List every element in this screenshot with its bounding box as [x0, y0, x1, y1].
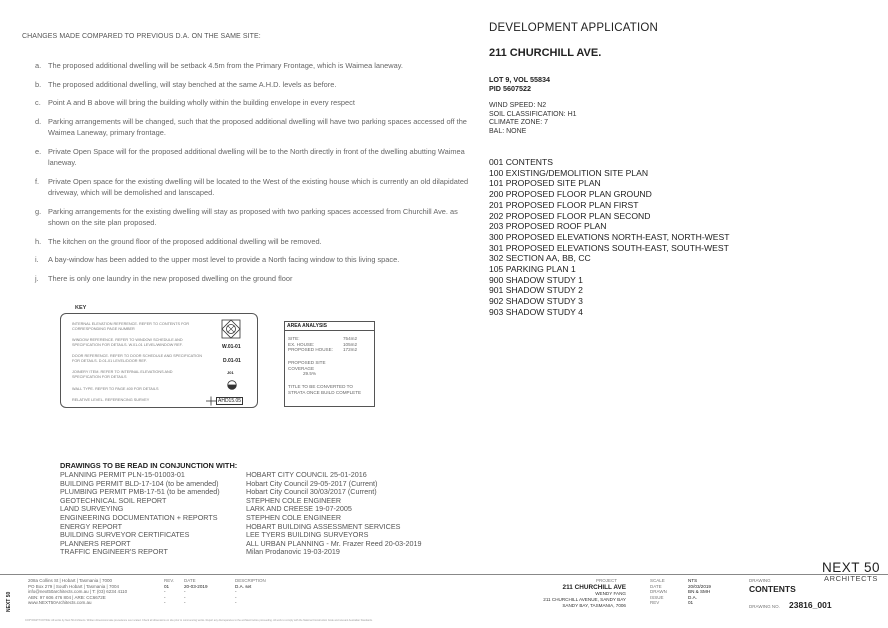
drawing-list-item: 105 PARKING PLAN 1: [489, 264, 576, 275]
change-letter: c.: [35, 98, 41, 107]
date-value: -: [184, 600, 186, 605]
meta-labels: [650, 578, 667, 606]
office-details: [28, 578, 127, 606]
meta-value: 01: [688, 600, 694, 605]
area-row: [288, 347, 372, 353]
project-label: PROJECT: [596, 578, 618, 583]
drawing-list-item: 902 SHADOW STUDY 3: [489, 296, 583, 307]
drawing-list-item: 903 SHADOW STUDY 4: [489, 306, 583, 317]
meta-label: DRAWN: [650, 589, 667, 594]
drawing-list-item: 201 PROPOSED FLOOR PLAN FIRST: [489, 199, 639, 210]
change-letter: f.: [35, 177, 40, 186]
read-with-heading: DRAWINGS TO BE READ IN CONJUNCTION WITH:: [60, 461, 238, 470]
document-ref: PLANNERS REPORT: [60, 538, 131, 548]
lot-number: LOT 9, VOL 55834: [489, 75, 550, 84]
rev-value: -: [164, 594, 166, 600]
change-item: [35, 97, 470, 108]
change-text: Parking arrangements for the existing dwelling will stay as proposed with two parking spaces accessed from Churchill Ave. as shown on the site plan proposed.: [48, 207, 458, 227]
change-text: Private Open Space will for the proposed additional dwelling will be to the North directly in front of the dwelling abutting Waimea laneway.: [48, 147, 465, 167]
document-ref: PLUMBING PERMIT PMB-17-51 (to be amended): [60, 487, 220, 497]
change-item: [35, 60, 470, 71]
area-value: 754m2: [343, 336, 358, 341]
meta-value: BN & SMH: [688, 589, 711, 594]
meta-label: DATE: [650, 583, 662, 589]
change-text: There is only one laundry in the new proposed dwelling on the ground floor: [48, 274, 293, 283]
area-value: 172m2: [343, 347, 358, 352]
site-coverage-label: PROPOSED SITE COVERAGE: [288, 360, 326, 371]
description-column: [235, 578, 266, 606]
date-label: DATE: [184, 578, 196, 583]
drawing-number: 23816_001: [789, 600, 832, 610]
office-line: 208a Collins St | Hobart | Tasmania | 7000: [28, 578, 112, 583]
document-ref: BUILDING PERMIT BLD-17-104 (to be amended): [60, 478, 219, 488]
area-divider: [285, 330, 374, 331]
brand-subtitle: ARCHITECTS: [824, 574, 878, 583]
meta-value: D.A.: [688, 594, 697, 600]
change-item: [35, 116, 470, 138]
change-item: [35, 273, 470, 284]
meta-label: ISSUE: [650, 594, 664, 600]
project-line: WENDY FANG: [595, 591, 626, 596]
pid-number: PID 5607522: [489, 84, 531, 93]
drawing-list-item: 900 SHADOW STUDY 1: [489, 274, 583, 285]
document-title: DEVELOPMENT APPLICATION: [489, 22, 659, 34]
rev-value: -: [164, 589, 166, 594]
project-line: SANDY BAY, TASMANIA, 7006: [562, 603, 626, 608]
revision-column: [164, 578, 174, 606]
strata-note: TITLE TO BE CONVERTED TO STRATA ONCE BUILD COMPLETE: [288, 384, 362, 395]
changes-heading: CHANGES MADE COMPARED TO PREVIOUS D.A. ON THE SAME SITE:: [22, 33, 261, 40]
rev-value: -: [164, 600, 166, 605]
drawing-list-item: 202 PROPOSED FLOOR PLAN SECOND: [489, 210, 651, 221]
drawing-list-item: 203 PROPOSED ROOF PLAN: [489, 221, 607, 232]
project-line: 211 CHURCHILL AVENUE, SANDY BAY: [543, 597, 626, 602]
area-label: PROPOSED HOUSE:: [288, 347, 333, 352]
read-with-sources: [246, 471, 422, 557]
change-item: [35, 254, 470, 265]
read-with-documents: [60, 471, 220, 557]
site-conditions: [489, 102, 577, 136]
drawing-label: DRAWING: [749, 578, 771, 583]
rev-value: 01: [164, 583, 170, 589]
change-text: Parking arrangements will be changed, such that the proposed additional dwelling will have two parking spaces accessed off the Waimea Laneway, primary frontage.: [48, 117, 467, 137]
change-letter: b.: [35, 80, 42, 89]
change-text: Private Open space for the existing dwelling will be located to the West of the existing house which is currently an old dilapidated driveway, which will be demolished and lanscaped.: [48, 177, 469, 197]
change-item: [35, 206, 470, 228]
description-value: -: [235, 600, 237, 605]
drawing-list-item: 101 PROPOSED SITE PLAN: [489, 178, 601, 189]
drawing-list-item: 300 PROPOSED ELEVATIONS NORTH-EAST, NORTH-WEST: [489, 231, 730, 242]
meta-label: SCALE: [650, 578, 665, 583]
vertical-logo: NEXT 50: [6, 591, 12, 612]
drawing-number-label: DRAWING NO.: [749, 604, 780, 609]
document-ref: TRAFFIC ENGINEER'S REPORT: [60, 547, 168, 557]
meta-value: 20/03/2019: [688, 583, 711, 589]
document-ref: GEOTECHNICAL SOIL REPORT: [60, 495, 167, 505]
condition-line: CLIMATE ZONE: 7: [489, 119, 548, 126]
change-item: [35, 79, 470, 90]
rev-label: REV.: [164, 578, 175, 583]
change-text: The proposed additional dwelling, will stay benched at the same A.H.D. levels as before.: [48, 80, 337, 89]
door-ref-symbol: D.01-01: [223, 358, 241, 364]
key-row-text: RELATIVE LEVEL. REFERENCING SURVEY: [72, 398, 150, 402]
change-letter: h.: [35, 237, 42, 246]
document-source: Hobart City Council 30/03/2017 (Current): [246, 487, 377, 497]
condition-line: SOIL CLASSIFICATION: H1: [489, 110, 577, 118]
change-letter: i.: [35, 255, 39, 264]
document-ref: ENERGY REPORT: [60, 521, 123, 531]
office-line: info@next50architects.com.au | T: (03) 6234 4110: [28, 589, 128, 594]
change-text: A bay-window has been added to the upper most level to provide a North facing window to this living space.: [48, 255, 400, 264]
drawing-list-item: 302 SECTION AA, BB, CC: [489, 253, 591, 264]
document-ref: PLANNING PERMIT PLN-15-01003-01: [60, 470, 185, 479]
office-line: ABN: 97 606 476 804 | ARB: CC6672E: [28, 594, 106, 600]
area-value: 105m2: [343, 341, 358, 347]
document-source: STEPHEN COLE ENGINEER: [246, 495, 342, 505]
area-analysis-box: [284, 321, 375, 407]
condition-line: WIND SPEED: N2: [489, 102, 547, 109]
document-source: HOBART CITY COUNCIL 25-01-2016: [246, 470, 367, 479]
date-value: 20-03-2019: [184, 583, 208, 589]
change-item: [35, 176, 470, 198]
key-row-text: DOOR REFERENCE. REFER TO DOOR SCHEDULE AND SPECIFICATION FOR DETAILS. D.01-01 LEVEL/DOOR REF.: [72, 354, 202, 363]
project-address: 211 CHURCHILL AVE.: [489, 47, 602, 59]
project-name: 211 CHURCHILL AVE: [562, 584, 626, 591]
project-details: [480, 591, 626, 609]
document-source: ALL URBAN PLANNING - Mr. Frazer Reed 20-03-2019: [246, 538, 422, 548]
document-source: HOBART BUILDING ASSESSMENT SERVICES: [246, 521, 401, 531]
office-line: www.NEXT50Architects.com.au: [28, 600, 92, 605]
area-label: SITE:: [288, 336, 300, 341]
description-value: -: [235, 594, 237, 600]
date-column: [184, 578, 208, 606]
meta-values: [688, 578, 711, 606]
date-value: -: [184, 594, 186, 600]
meta-value: NTS: [688, 578, 698, 583]
change-text: Point A and B above will bring the building wholly within the building envelope in every respect: [48, 98, 355, 107]
date-value: -: [184, 589, 186, 594]
copyright-footer: COPYRIGHT NOTICE: All works by Next 50 Architects. Written dimensions take precedence over scaled. Check all dimensions on site prior to commencing works. Report any discrepancies to the architect before proceeding. All work to comply with the National Construction Code and relevant Australian Standards.: [25, 619, 373, 622]
joinery-symbol: J01: [227, 370, 234, 375]
drawing-list-item: 100 EXISTING/DEMOLITION SITE PLAN: [489, 167, 649, 178]
key-row-text: WALL TYPE. REFER TO PAGE 400 FOR DETAILS: [72, 387, 159, 391]
drawing-list-item: 901 SHADOW STUDY 2: [489, 285, 583, 296]
document-source: Milan Prodanovic 19-03-2019: [246, 547, 340, 557]
document-ref: LAND SURVEYING: [60, 504, 124, 514]
document-source: LARK AND CREESE 19-07-2005: [246, 504, 352, 514]
drawing-list-item: 001 CONTENTS: [489, 157, 553, 167]
change-item: [35, 146, 470, 168]
change-letter: j.: [35, 274, 39, 283]
key-label: KEY: [75, 305, 87, 311]
drawing-list-item: 200 PROPOSED FLOOR PLAN GROUND: [489, 189, 652, 200]
meta-label: REV: [650, 600, 660, 605]
drawing-list-item: 301 PROPOSED ELEVATIONS SOUTH-EAST, SOUTH-WEST: [489, 242, 729, 253]
change-text: The kitchen on the ground floor of the proposed additional dwelling will be removed.: [48, 237, 322, 246]
change-letter: g.: [35, 207, 42, 216]
lot-info: [489, 75, 550, 93]
window-ref-symbol: W.01-01: [222, 344, 241, 350]
change-letter: e.: [35, 147, 42, 156]
key-row-text: JOINERY ITEM. REFER TO INTERNAL ELEVATIONS AND SPECIFICATION FOR DETAILS: [72, 370, 173, 379]
level-ref-symbol: AHD15.05: [218, 398, 242, 404]
drawing-name: CONTENTS: [749, 584, 796, 594]
condition-line: BAL: NONE: [489, 127, 527, 135]
description-value: D.A. set: [235, 583, 252, 589]
area-analysis-title: AREA ANALYSIS: [287, 323, 328, 329]
change-letter: a.: [35, 61, 42, 70]
document-source: Hobart City Council 29-05-2017 (Current): [246, 478, 378, 488]
brand-logo: NEXT 50: [822, 560, 881, 575]
document-ref: BUILDING SURVEYOR CERTIFICATES: [60, 530, 190, 540]
document-ref: ENGINEERING DOCUMENTATION + REPORTS: [60, 512, 218, 522]
key-row-text: WINDOW REFERENCE. REFER TO WINDOW SCHEDULE AND SPECIFICATION FOR DETAILS. W.01-01 LEVEL/WINDOW REF.: [72, 338, 183, 347]
change-text: The proposed additional dwelling will be setback 4.5m from the Primary Frontage, which is Waimea laneway.: [48, 61, 403, 70]
change-letter: d.: [35, 117, 42, 126]
key-row-text: INTERNAL ELEVATION REFERENCE. REFER TO CONTENTS FOR CORRESPONDING PAGE NUMBER: [72, 322, 190, 331]
elevation-marker-icon: [221, 319, 241, 339]
drawing-list: [489, 157, 730, 318]
description-value: -: [235, 589, 237, 594]
document-source: LEE TYERS BUILDING SURVEYORS: [246, 530, 369, 540]
area-label: EX. HOUSE:: [288, 341, 315, 347]
change-item: [35, 236, 470, 247]
description-label: DESCRIPTION: [235, 578, 266, 583]
wall-type-icon: [227, 380, 237, 390]
office-line: PO Box 279 | South Hobart | Tasmania | 7004: [28, 583, 119, 589]
site-coverage-value: 29.5%: [303, 371, 317, 376]
title-block-divider: [0, 574, 888, 575]
document-source: STEPHEN COLE ENGINEER: [246, 512, 342, 522]
